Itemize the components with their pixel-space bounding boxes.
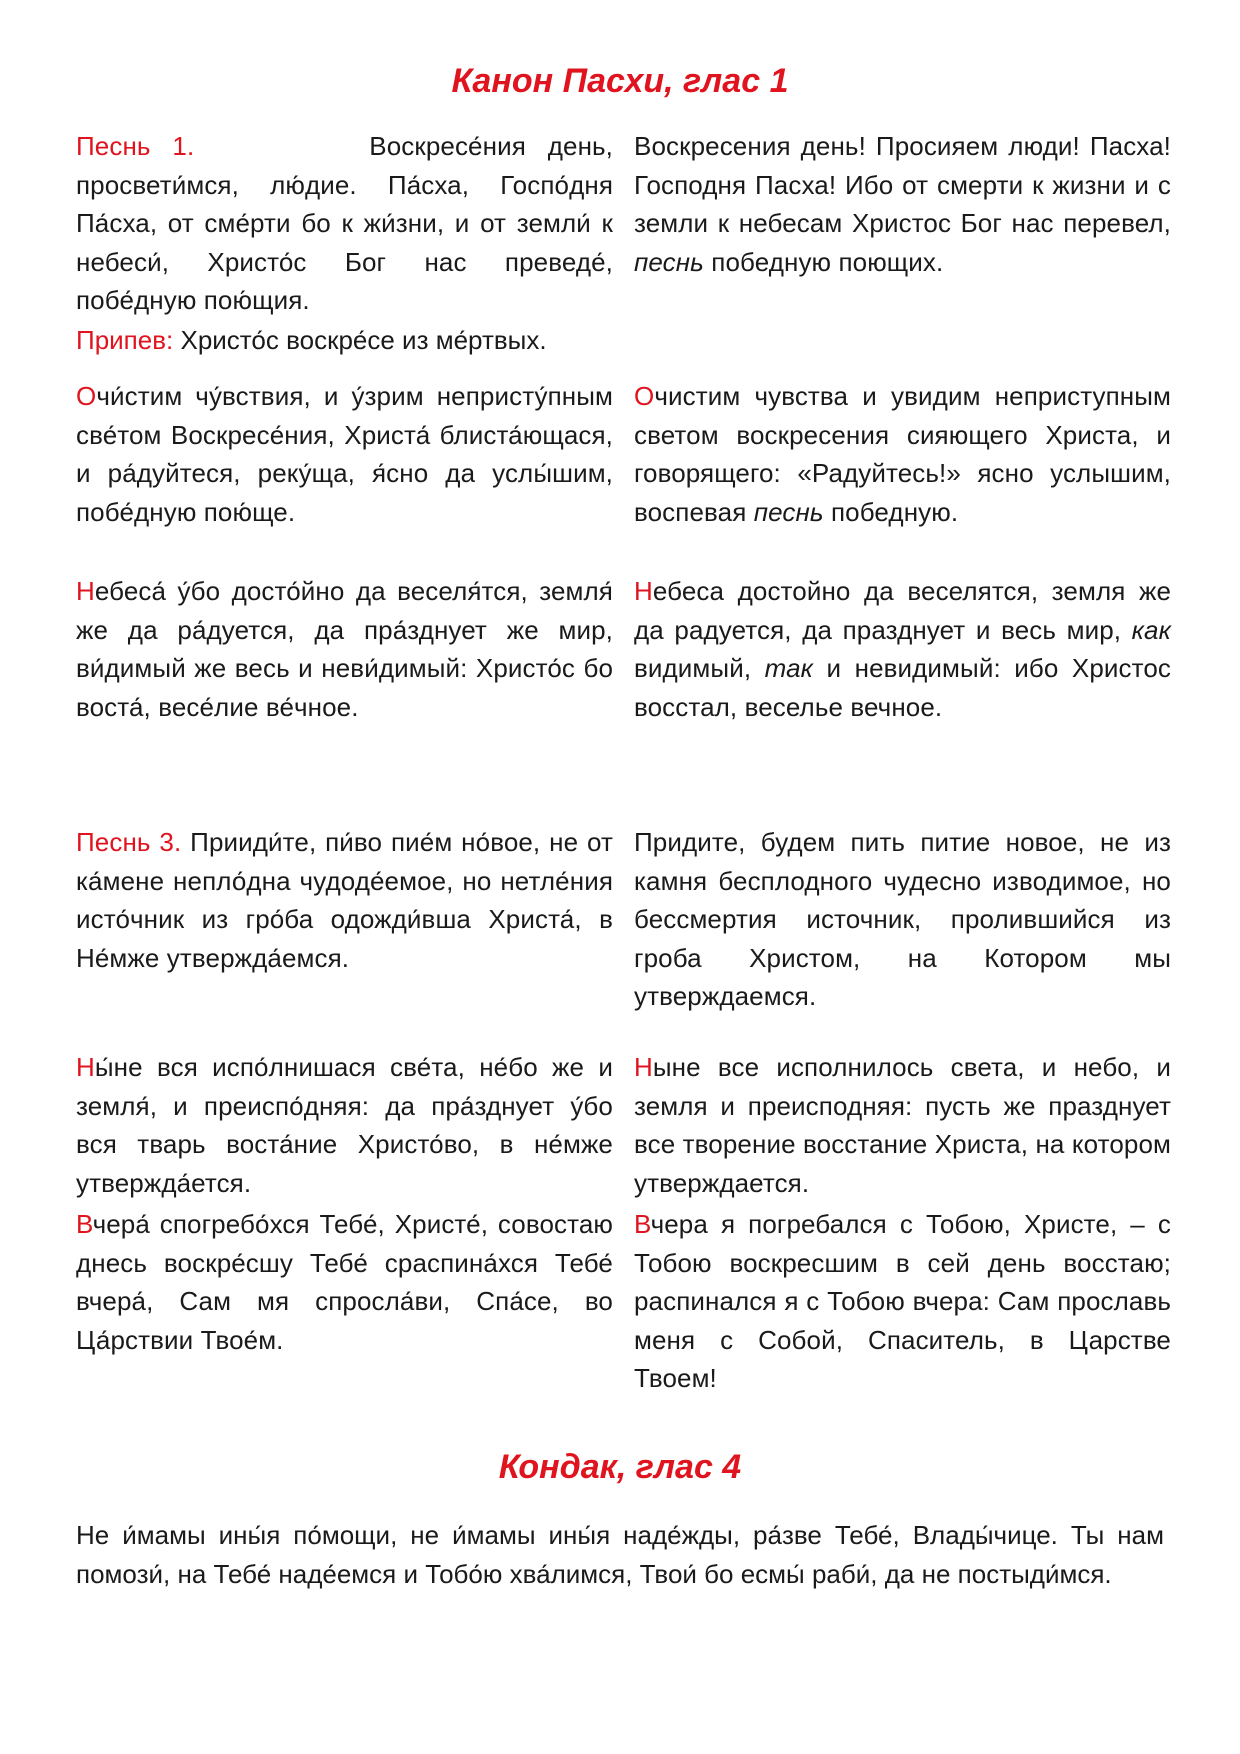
verse-church-slavonic	[76, 572, 613, 726]
verse-text-continued: и невидимый: ибо Христос восстал, веселье вечное.	[634, 653, 1171, 722]
verse-church-slavonic	[76, 127, 613, 320]
ode-label: Песнь 1.	[76, 131, 195, 161]
refrain	[76, 321, 1164, 360]
verse-text: чистим чувства и увидим неприступным светом воскресения сияющего Христа, и говорящего: «Радуйтесь!» ясно услышим, воспевая	[634, 381, 1171, 527]
verse-russian	[634, 1048, 1171, 1202]
verse-text-continued: победную.	[823, 496, 959, 527]
verse-text: Воскресения день! Просияем люди! Пасха! Господня Пасха! Ибо от смерти к жизни и с земли к небесам Христос Бог нас перевел,	[634, 131, 1171, 238]
verse-text-continued: победную поющих.	[703, 246, 944, 277]
initial-letter: О	[634, 381, 655, 411]
verse-text: Воскресе́ния день, просвети́мся, лю́дие. Па́сха, Госпо́дня Па́сха, от сме́рти бо к жи́зни, и от земли́ к небеси́, Христо́с Бог нас преведе́, побе́дную пою́щия.	[76, 131, 614, 315]
kondak-title: Кондак, глас 4	[498, 1448, 742, 1486]
verse-text: чи́стим чу́вствия, и у́зрим непристу́пным све́том Воскресе́ния, Христа́ блиста́ющася, и ра́дуйтеся, реку́ща, я́сно да услы́шим, побе́дную пою́ще.	[76, 381, 613, 527]
initial-letter: В	[634, 1209, 651, 1239]
verse-emphasis: так	[764, 653, 814, 683]
initial-letter: В	[76, 1209, 93, 1239]
ode-label: Песнь 3.	[76, 827, 182, 857]
initial-letter: Н	[634, 576, 653, 606]
verse-text: Прииди́те, пи́во пие́м но́вое, не от ка́мене непло́дна чудоде́емое, но нетле́ния исто́чник из гро́ба одожди́вша Христа́, в Не́мже утвержда́емся.	[76, 827, 614, 973]
verse-russian	[634, 1205, 1171, 1398]
initial-letter: Н	[634, 1052, 653, 1082]
refrain-label: Припев:	[76, 325, 174, 355]
refrain-text: Христо́с воскре́се из ме́ртвых.	[173, 325, 547, 355]
initial-letter: Н	[76, 1052, 95, 1082]
initial-letter: О	[76, 381, 97, 411]
verse-text: ыне все исполнилось света, и небо, и земля и преисподняя: пусть же празднует все творение восстание Христа, на котором утверждается.	[634, 1052, 1171, 1198]
verse-emphasis: песнь	[753, 496, 824, 527]
verse-text: ебеса́ у́бо досто́йно да веселя́тся, земля́ же да ра́дуется, да пра́зднует же мир, ви́димый же весь и неви́димый: Христо́с бо воста́, весе́лие ве́чное.	[76, 576, 613, 722]
kondak-text: Не и́мамы ины́я по́мощи, не и́мамы ины́я наде́жды, ра́зве Тебе́, Влады́чице. Ты нам помози́, на Тебе́ наде́емся и Тобо́ю хва́лимся, Твои́ бо есмы́ раби́, да не постыди́мся.	[76, 1520, 1164, 1589]
verse-church-slavonic	[76, 1048, 613, 1202]
initial-letter: Н	[76, 576, 95, 606]
verse-church-slavonic	[76, 823, 613, 977]
verse-russian	[634, 127, 1171, 281]
verse-text: чера́ спогребо́хся Тебе́, Христе́, совостаю днесь воскре́сшу Тебе́ сраспина́хся Тебе́ вчера́, Сам мя спросла́ви, Спа́се, во Ца́рствии Твое́м.	[76, 1209, 613, 1355]
verse-text: чера я погребался с Тобою, Христе, – с Тобою воскресшим в сей день восстаю; распинался я с Тобою вчера: Сам прославь меня с Собой, Спаситель, в Царстве Твоем!	[634, 1209, 1171, 1393]
verse-text: ы́не вся испо́лнишася све́та, не́бо же и земля́, и преиспо́дняя: да пра́зднует у́бо вся тварь воста́ние Христо́во, в не́мже утвержда́ется.	[76, 1052, 613, 1198]
verse-emphasis: как	[1131, 614, 1171, 645]
verse-russian	[634, 823, 1171, 1016]
verse-text: ебеса достойно да веселятся, земля же да радуется, да празднует и весь мир,	[634, 576, 1171, 645]
verse-church-slavonic	[76, 1205, 613, 1359]
verse-emphasis: песнь	[634, 246, 704, 277]
verse-russian	[634, 377, 1171, 531]
canon-title: Канон Пасхи, глас 1	[451, 62, 789, 100]
verse-text: Придите, будем пить питие новое, не из камня бесплодного чудесно изводимое, но бессмертия источник, пролившийся из гроба Христом, на Котором мы утверждаемся.	[634, 827, 1171, 1011]
verse-russian	[634, 572, 1171, 726]
verse-church-slavonic	[76, 377, 613, 531]
verse-text-continued: видимый,	[634, 653, 765, 683]
